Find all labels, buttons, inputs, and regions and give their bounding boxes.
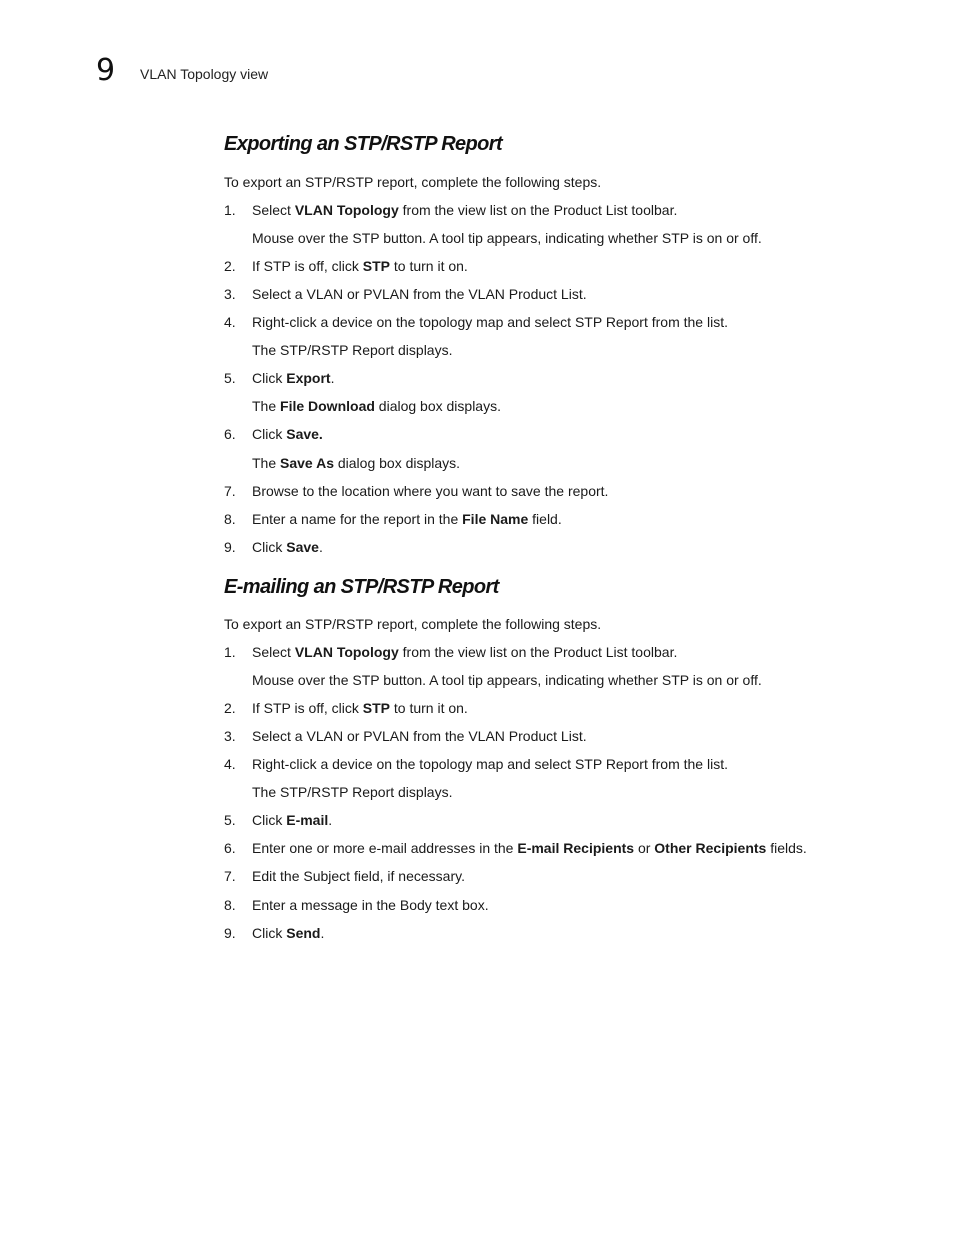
section-title-emailing: E-mailing an STP/RSTP Report <box>224 576 499 598</box>
section-intro-emailing: To export an STP/RSTP report, complete the following steps. <box>224 616 602 632</box>
text-run: Mouse over the STP button. A tool tip appears, indicating whether STP is on or off. <box>252 230 762 247</box>
ui-term: File Name <box>462 510 529 527</box>
text-run: to turn it on. <box>389 700 468 717</box>
step-text <box>252 286 587 302</box>
ui-term: Save <box>286 538 319 555</box>
text-run: The <box>252 398 281 415</box>
step-text <box>252 868 465 884</box>
text-run: or <box>634 840 655 857</box>
ui-term: E-mail <box>286 812 329 829</box>
text-run: The <box>252 454 281 471</box>
text-run: If STP is off, click <box>252 258 363 275</box>
text-run: Click <box>252 370 287 387</box>
text-run: If STP is off, click <box>252 700 363 717</box>
text-run: Right-click a device on the topology map and select STP Report from the list. <box>252 314 728 331</box>
step-text <box>252 398 501 414</box>
step-text <box>252 784 452 800</box>
step-text <box>252 314 728 330</box>
text-run: The STP/RSTP Report displays. <box>252 342 453 359</box>
ui-term: Save As <box>280 454 334 471</box>
text-run: to turn it on. <box>389 258 468 275</box>
step-number: 2. <box>224 700 236 717</box>
chapter-number: 9 <box>96 53 116 88</box>
step-number: 8. <box>224 510 236 527</box>
text-run: dialog box displays. <box>333 454 461 471</box>
text-run: field. <box>528 510 562 527</box>
text-run: Right-click a device on the topology map and select STP Report from the list. <box>252 756 728 773</box>
text-run: Enter one or more e-mail addresses in the <box>252 840 518 857</box>
step-text <box>252 455 460 471</box>
text-run: Select a VLAN or PVLAN from the VLAN Product List. <box>252 728 587 745</box>
step-text <box>252 840 807 856</box>
step-number: 7. <box>224 868 236 885</box>
ui-term: STP <box>362 700 390 717</box>
step-number: 2. <box>224 258 236 275</box>
step-text <box>252 897 489 913</box>
ui-term: STP <box>362 258 390 275</box>
step-text <box>252 925 324 941</box>
step-number: 3. <box>224 286 236 303</box>
text-run: fields. <box>766 840 807 857</box>
step-number: 1. <box>224 202 236 218</box>
text-run: Select <box>252 202 295 218</box>
step-text <box>252 672 762 688</box>
step-number: 7. <box>224 482 236 499</box>
text-run: Click <box>252 812 287 829</box>
step-text <box>252 202 677 218</box>
text-run: . <box>330 370 335 387</box>
ui-term: VLAN Topology <box>294 644 399 660</box>
text-run: dialog box displays. <box>374 398 501 415</box>
text-run: . <box>318 538 323 555</box>
step-number: 5. <box>224 370 236 387</box>
text-run: Edit the Subject field, if necessary. <box>252 868 465 885</box>
step-number: 4. <box>224 756 236 773</box>
step-number: 9. <box>224 924 236 941</box>
ui-term: File Download <box>280 398 375 415</box>
text-run: Click <box>252 538 287 555</box>
text-run: Click <box>252 924 287 941</box>
step-text <box>252 700 468 716</box>
ui-term: Other Recipients <box>654 840 767 857</box>
step-number: 6. <box>224 426 236 443</box>
section-intro-exporting: To export an STP/RSTP report, complete the following steps. <box>224 174 602 190</box>
step-text <box>252 230 762 246</box>
step-text <box>252 539 323 555</box>
ui-term: Export <box>286 370 331 387</box>
step-text <box>252 426 323 442</box>
step-number: 6. <box>224 840 236 857</box>
ui-term: E-mail Recipients <box>517 840 635 857</box>
ui-term: Send <box>286 924 321 941</box>
text-run: Select a VLAN or PVLAN from the VLAN Product List. <box>252 286 587 303</box>
text-run: . <box>320 924 325 941</box>
text-run: Mouse over the STP button. A tool tip appears, indicating whether STP is on or off. <box>252 672 762 688</box>
step-text <box>252 342 452 358</box>
step-number: 1. <box>224 644 236 660</box>
running-header-title: VLAN Topology view <box>140 66 269 82</box>
step-text <box>252 812 332 828</box>
step-text <box>252 728 587 744</box>
ui-term: Save. <box>286 426 323 443</box>
step-number: 5. <box>224 812 236 829</box>
step-text <box>252 258 468 274</box>
ui-term: VLAN Topology <box>294 202 399 218</box>
text-run: Click <box>252 426 287 443</box>
text-run: Enter a message in the Body text box. <box>252 896 489 913</box>
step-text <box>252 483 608 499</box>
section-title-exporting: Exporting an STP/RSTP Report <box>224 133 503 155</box>
step-number: 9. <box>224 538 236 555</box>
step-number: 4. <box>224 314 236 331</box>
text-run: Browse to the location where you want to save the report. <box>252 482 609 499</box>
text-run: The STP/RSTP Report displays. <box>252 784 453 801</box>
text-run: . <box>328 812 333 829</box>
text-run: from the view list on the Product List toolbar. <box>398 202 678 218</box>
step-number: 8. <box>224 896 236 913</box>
step-text <box>252 511 562 527</box>
step-number: 3. <box>224 728 236 745</box>
text-run: from the view list on the Product List toolbar. <box>398 644 678 660</box>
step-text <box>252 644 677 660</box>
text-run: Enter a name for the report in the <box>252 510 463 527</box>
step-text <box>252 756 728 772</box>
step-text <box>252 370 334 386</box>
text-run: Select <box>252 644 295 660</box>
